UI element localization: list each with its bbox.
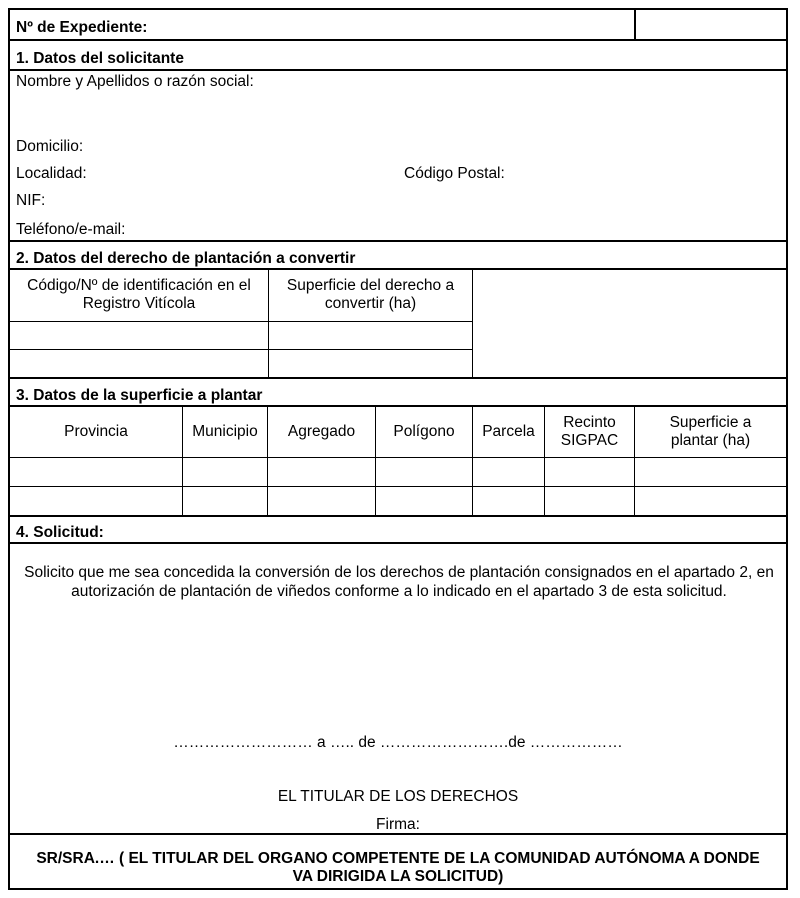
domicilio-label: Domicilio: xyxy=(16,138,84,155)
table-cell[interactable] xyxy=(183,487,267,515)
table-cell[interactable] xyxy=(10,458,182,486)
section1-title: 1. Datos del solicitante xyxy=(16,50,184,67)
expediente-label: Nº de Expediente: xyxy=(16,19,148,36)
expediente-value-field[interactable] xyxy=(636,10,786,39)
table-cell[interactable] xyxy=(376,487,472,515)
table-cell[interactable] xyxy=(545,487,634,515)
telefono-label: Teléfono/e-mail: xyxy=(16,221,126,238)
codigo-postal-label: Código Postal: xyxy=(404,165,505,182)
table-cell[interactable] xyxy=(545,458,634,486)
column-header-parcela: Parcela xyxy=(482,422,535,440)
section4-title: 4. Solicitud: xyxy=(16,524,104,541)
table-cell[interactable] xyxy=(10,487,182,515)
table-cell[interactable] xyxy=(269,350,472,377)
table-cell[interactable] xyxy=(268,458,375,486)
table-cell[interactable] xyxy=(635,487,786,515)
column-header-superficie-derecho: Superficie del derecho a convertir (ha) xyxy=(286,277,455,312)
divider xyxy=(10,240,786,242)
column-header-registro: Código/Nº de identificación en el Registro Vitícola xyxy=(27,277,251,312)
divider xyxy=(472,269,473,378)
solicitud-text: Solicito que me sea concedida la conversión de los derechos de plantación consignados en el apartado 2, en autorización de plantación de viñedos conforme a lo indicado en el apartado 3 de esta solicitud. xyxy=(24,564,774,600)
localidad-label: Localidad: xyxy=(16,165,87,182)
column-header-municipio: Municipio xyxy=(192,422,258,440)
nif-label: NIF: xyxy=(16,192,46,209)
section3-title: 3. Datos de la superficie a plantar xyxy=(16,387,263,404)
divider xyxy=(10,515,786,517)
column-header-agregado: Agregado xyxy=(287,422,356,440)
table-cell[interactable] xyxy=(183,458,267,486)
column-header-recinto-sigpac: Recinto SIGPAC xyxy=(560,413,619,449)
table-cell[interactable] xyxy=(268,487,375,515)
column-header-superficie-plantar: Superficie a plantar (ha) xyxy=(669,413,752,449)
nombre-label: Nombre y Apellidos o razón social: xyxy=(16,73,254,90)
table-cell[interactable] xyxy=(635,458,786,486)
table-cell[interactable] xyxy=(10,322,268,349)
table-cell[interactable] xyxy=(10,350,268,377)
table-cell[interactable] xyxy=(376,458,472,486)
divider xyxy=(10,833,786,835)
column-header-poligono: Polígono xyxy=(393,422,455,440)
addressee-footer: SR/SRA.… ( EL TITULAR DEL ORGANO COMPETENTE DE LA COMUNIDAD AUTÓNOMA A DONDE VA DIRIGIDA LA SOLICITUD) xyxy=(36,850,760,885)
table-cell[interactable] xyxy=(269,322,472,349)
titular-label: EL TITULAR DE LOS DERECHOS xyxy=(277,788,519,805)
table-cell[interactable] xyxy=(473,487,544,515)
divider xyxy=(10,39,786,41)
application-form xyxy=(8,8,788,890)
date-line[interactable]: ……………………… a ….. de …………………….de ……………… xyxy=(173,734,623,751)
table-cell[interactable] xyxy=(473,458,544,486)
divider xyxy=(10,377,786,379)
section2-title: 2. Datos del derecho de plantación a convertir xyxy=(16,250,356,267)
column-header-provincia: Provincia xyxy=(64,422,128,440)
firma-label: Firma: xyxy=(376,816,420,833)
divider xyxy=(10,542,786,544)
divider xyxy=(10,69,786,71)
